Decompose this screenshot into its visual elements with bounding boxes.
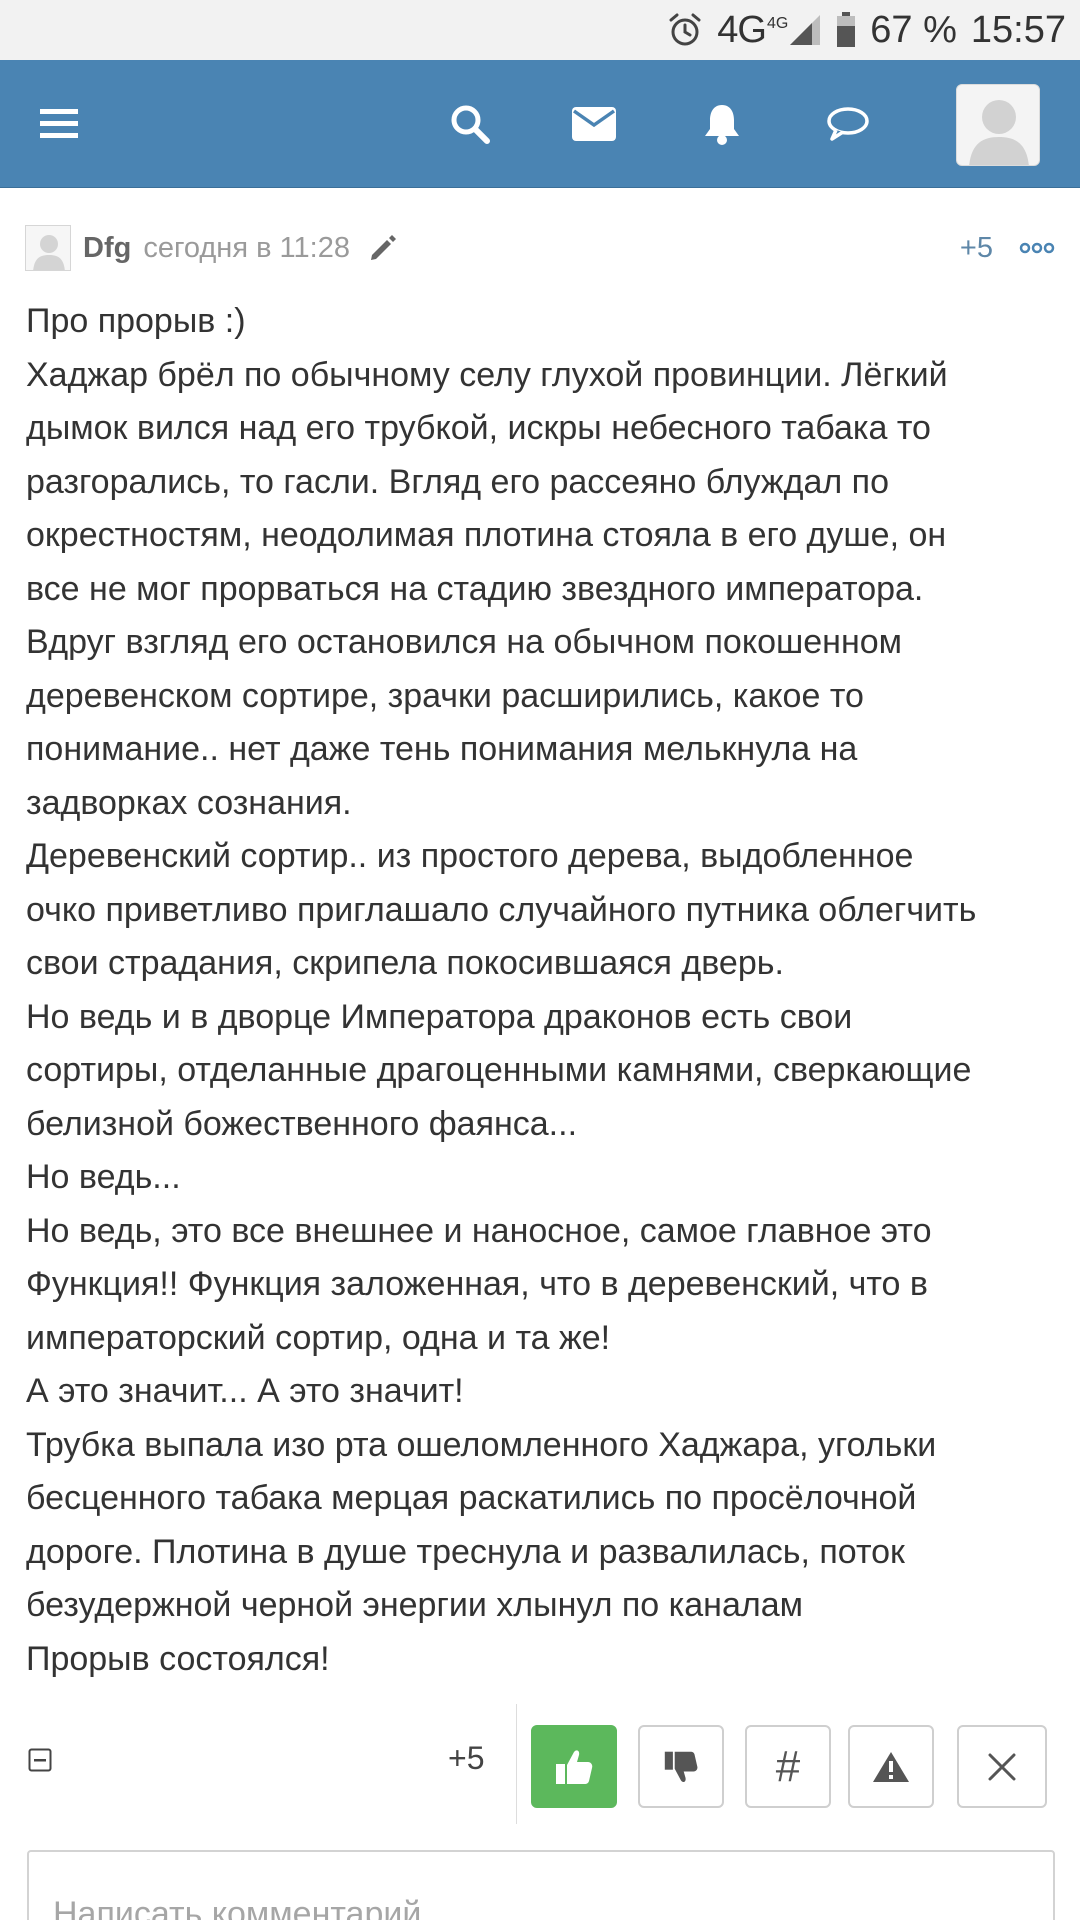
notifications-button[interactable] xyxy=(692,60,752,188)
post-line: Прорыв состоялся! xyxy=(26,1639,330,1678)
network-sup: 4G xyxy=(766,14,789,32)
comment-box xyxy=(27,1850,1055,1920)
post-line: понимание.. нет даже тень понимания мелькнула на xyxy=(26,730,858,768)
post-line: сортиры, отделанные драгоценными камнями, сверкающие xyxy=(26,1051,972,1089)
more-options-icon[interactable] xyxy=(1019,242,1055,254)
post-line: Функция!! Функция заложенная, что в деревенский, что в xyxy=(26,1265,928,1303)
messages-button[interactable] xyxy=(568,60,620,188)
post-line: бесценного табака мерцая раскатились по просёлочной xyxy=(26,1479,917,1517)
battery-percent: 67 % xyxy=(870,8,957,51)
close-button[interactable] xyxy=(957,1725,1047,1808)
clock: 15:57 xyxy=(970,8,1066,51)
battery-icon xyxy=(836,12,856,48)
app-header xyxy=(0,60,1080,188)
post-line: свои страдания, скрипела покосившаяся дверь. xyxy=(26,944,784,982)
post-line: Про прорыв :) xyxy=(26,302,246,340)
bell-icon xyxy=(702,103,742,145)
chat-icon xyxy=(826,106,870,142)
post-line: деревенском сортире, зрачки расширились, какое то xyxy=(26,676,864,715)
collapse-icon[interactable] xyxy=(28,1748,52,1772)
user-avatar-button[interactable] xyxy=(956,84,1040,166)
comment-input[interactable] xyxy=(29,1852,1053,1920)
post-line: белизной божественного фаянса... xyxy=(26,1104,578,1143)
post-line: Вдруг взгляд его остановился на обычном покошенном xyxy=(26,623,903,661)
dislike-button[interactable] xyxy=(638,1725,724,1808)
menu-icon xyxy=(40,108,78,140)
post-line: очко приветливо приглашало случайного путника облегчить xyxy=(26,890,977,929)
post-line: императорский сортир, одна и та же! xyxy=(26,1318,611,1357)
author-avatar-icon xyxy=(26,226,71,271)
menu-button[interactable] xyxy=(30,60,88,188)
post-line: все не мог прорваться на стадию звездного императора. xyxy=(26,569,924,608)
post-actions xyxy=(0,1700,1080,1820)
avatar xyxy=(957,85,1040,166)
like-button[interactable] xyxy=(531,1725,617,1808)
status-indicators xyxy=(667,0,1066,60)
post-line: Трубка выпала изо рта ошеломленного Хаджара, угольки xyxy=(26,1425,937,1464)
close-icon xyxy=(987,1752,1017,1782)
network-type: 4G xyxy=(717,8,766,51)
post-header xyxy=(25,225,1055,271)
post-line: разгорались, то гасли. Вгляд его рассеяно блуждал по xyxy=(26,462,889,501)
author-name[interactable]: Dfg xyxy=(83,231,132,264)
author-avatar[interactable] xyxy=(25,225,71,271)
search-button[interactable] xyxy=(440,60,500,188)
post-line: дороге. Плотина в душе треснула и развалилась, поток xyxy=(26,1532,905,1571)
thumbs-up-icon xyxy=(554,1748,594,1786)
signal-icon xyxy=(788,13,822,47)
post-line: Деревенский сортир.. из простого дерева, выдобленное xyxy=(26,837,914,875)
post-line: окрестностям, неодолимая плотина стояла в его душе, он xyxy=(26,516,947,554)
post-body xyxy=(26,295,1056,1686)
post-line: Хаджар брёл по обычному селу глухой провинции. Лёгкий xyxy=(26,355,948,394)
hash-icon: # xyxy=(775,1741,801,1791)
report-button[interactable] xyxy=(848,1725,934,1808)
warning-icon xyxy=(872,1750,910,1784)
hash-button[interactable] xyxy=(745,1725,831,1808)
chat-button[interactable] xyxy=(818,60,878,188)
post-line: задворках сознания. xyxy=(26,783,352,822)
mail-icon xyxy=(572,107,616,141)
post-rating: +5 xyxy=(959,231,993,264)
network-indicator xyxy=(717,9,822,52)
pencil-icon[interactable] xyxy=(368,233,398,263)
post-line: Но ведь и в дворце Императора драконов есть свои xyxy=(26,997,853,1036)
post-line: А это значит... А это значит! xyxy=(26,1372,464,1410)
alarm-icon xyxy=(667,12,703,48)
post-line: безудержной черной энергии хлынул по каналам xyxy=(26,1586,803,1624)
post-line: дымок вился над его трубкой, искры небесного табака то xyxy=(26,409,931,447)
divider xyxy=(516,1704,517,1824)
post-line: Но ведь, это все внешнее и наносное, самое главное это xyxy=(26,1211,932,1250)
status-bar xyxy=(0,0,1080,60)
search-icon xyxy=(450,104,490,144)
post-time[interactable]: сегодня в 11:28 xyxy=(143,231,350,264)
thumbs-down-icon xyxy=(663,1749,699,1785)
post-line: Но ведь... xyxy=(26,1158,181,1196)
rating-value: +5 xyxy=(448,1740,485,1776)
